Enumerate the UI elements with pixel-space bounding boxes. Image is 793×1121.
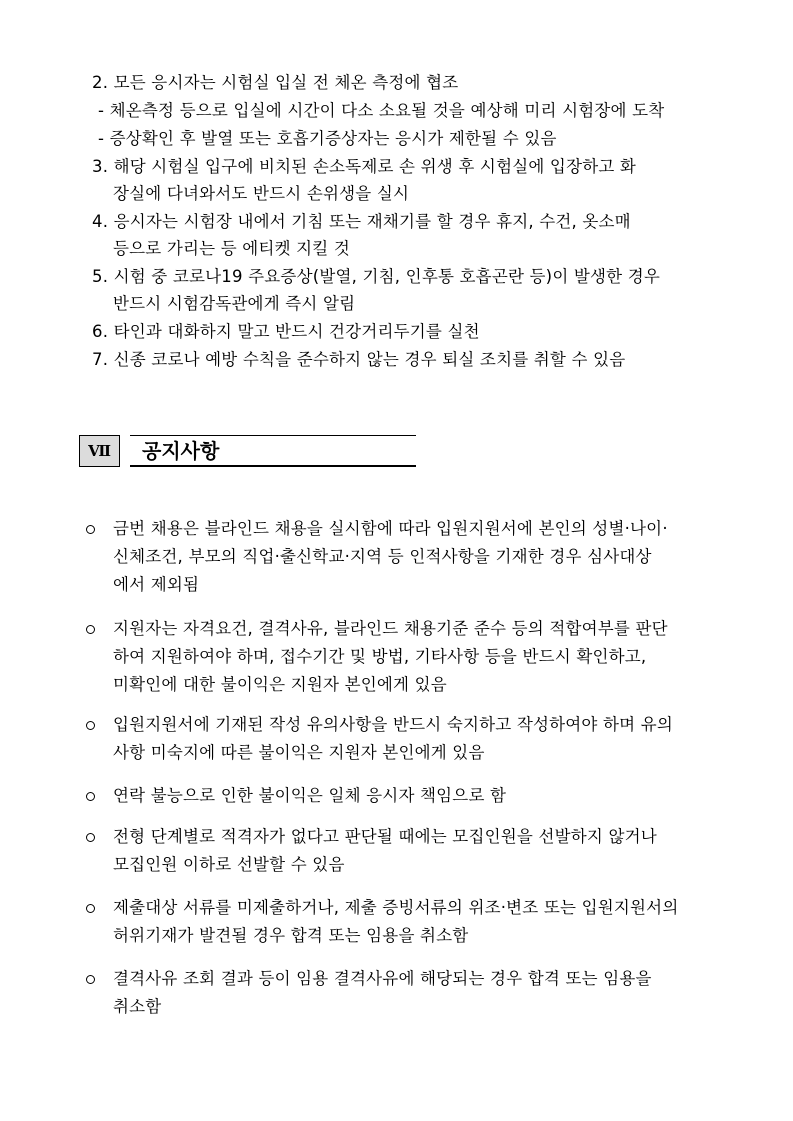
notice-line: 연락 불능으로 인한 불이익은 일체 응시자 책임으로 함 (113, 786, 507, 805)
section-title: 공지사항 (130, 435, 416, 467)
notice-line: 입원지원서에 기재된 작성 유의사항을 반드시 숙지하고 작성하여야 하며 유의 (113, 715, 674, 734)
notice-line: 결격사유 조회 결과 등이 임용 결격사유에 해당되는 경우 합격 또는 임용을 (113, 969, 652, 988)
precaution-item-cont: 등으로 가리는 등 에티켓 지킬 것 (113, 239, 351, 258)
notice-line: 미확인에 대한 불이익은 지원자 본인에게 있음 (113, 675, 447, 694)
precaution-item: 6. 타인과 대화하지 말고 반드시 건강거리두기를 실천 (92, 322, 480, 341)
circle-bullet-icon (86, 525, 95, 534)
circle-bullet-icon (86, 792, 95, 801)
circle-bullet-icon (86, 833, 95, 842)
precaution-item: 2. 모든 응시자는 시험실 입실 전 체온 측정에 협조 (92, 73, 459, 92)
section-number-badge: Ⅶ (79, 435, 120, 467)
notice-line: 하여 지원하여야 하며, 접수기간 및 방법, 기타사항 등을 반드시 확인하고, (113, 647, 647, 666)
precaution-item: 7. 신종 코로나 예방 수칙을 준수하지 않는 경우 퇴실 조치를 취할 수 있음 (92, 350, 626, 369)
circle-bullet-icon (86, 904, 95, 913)
notice-line: 허위기재가 발견될 경우 합격 또는 임용을 취소함 (113, 926, 469, 945)
notice-line: 에서 제외됨 (113, 575, 200, 594)
precaution-item-cont: 반드시 시험감독관에게 즉시 알림 (113, 294, 356, 313)
precaution-subitem: - 체온측정 등으로 입실에 시간이 다소 소요될 것을 예상해 미리 시험장에 도착 (98, 101, 665, 120)
circle-bullet-icon (86, 625, 95, 634)
precaution-item: 3. 해당 시험실 입구에 비치된 손소독제로 손 위생 후 시험실에 입장하고 화 (92, 157, 637, 176)
notice-line: 지원자는 자격요건, 결격사유, 블라인드 채용기준 준수 등의 적합여부를 판단 (113, 619, 668, 638)
notice-line: 제출대상 서류를 미제출하거나, 제출 증빙서류의 위조·변조 또는 입원지원서의 (113, 898, 679, 917)
circle-bullet-icon (86, 975, 95, 984)
notice-line: 금번 채용은 블라인드 채용을 실시함에 따라 입원지원서에 본인의 성별·나이· (113, 519, 668, 538)
precaution-item: 5. 시험 중 코로나19 주요증상(발열, 기침, 인후통 호흡곤란 등)이 발생한 경우 (92, 267, 661, 286)
notice-line: 사항 미숙지에 따른 불이익은 지원자 본인에게 있음 (113, 743, 485, 762)
notice-line: 전형 단계별로 적격자가 없다고 판단될 때에는 모집인원을 선발하지 않거나 (113, 827, 657, 846)
precaution-subitem: - 증상확인 후 발열 또는 호흡기증상자는 응시가 제한될 수 있음 (98, 129, 557, 148)
precaution-item: 4. 응시자는 시험장 내에서 기침 또는 재채기를 할 경우 휴지, 수건, 옷소매 (92, 212, 631, 231)
notice-line: 모집인원 이하로 선발할 수 있음 (113, 855, 345, 874)
notice-line: 취소함 (113, 997, 162, 1016)
precaution-item-cont: 장실에 다녀와서도 반드시 손위생을 실시 (113, 184, 410, 203)
notice-line: 신체조건, 부모의 직업·출신학교·지역 등 인적사항을 기재한 경우 심사대상 (113, 547, 652, 566)
circle-bullet-icon (86, 721, 95, 730)
